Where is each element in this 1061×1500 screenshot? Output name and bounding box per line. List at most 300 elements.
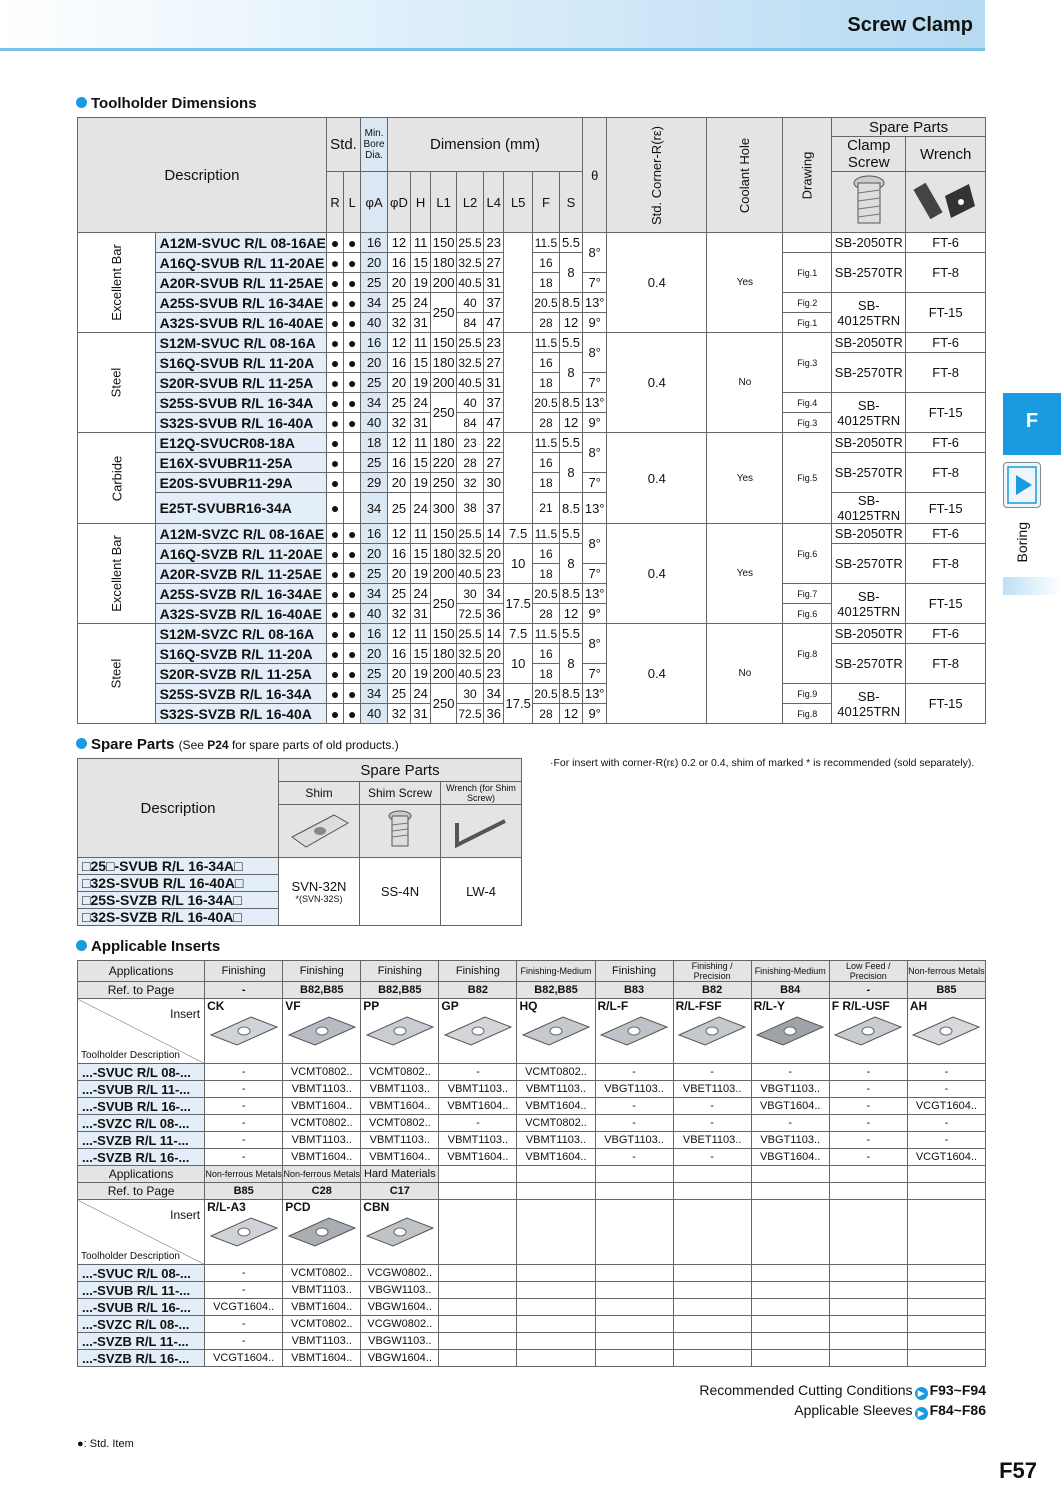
t1-row <box>78 544 986 564</box>
dim-d: 12 <box>388 233 411 253</box>
dim-s: 5.5 <box>559 524 582 544</box>
std-r: ● <box>326 393 343 413</box>
insert-code: R/L-A3 <box>207 1200 246 1214</box>
insert-image <box>283 1013 360 1052</box>
t3-insert-cell <box>517 999 595 1064</box>
dim-d: 12 <box>388 433 411 453</box>
t3-ref: B82,B85 <box>283 982 361 999</box>
t3-empty <box>829 1282 907 1299</box>
dim-l4: 34 <box>484 584 504 604</box>
t1-desc: A16Q-SVUB R/L 11-20AE <box>155 253 326 273</box>
side-label: Boring <box>1014 522 1030 563</box>
wrench: FT-15 <box>906 684 986 724</box>
t3-ref-label: Ref. to Page <box>78 1183 205 1200</box>
std-l: ● <box>344 233 361 253</box>
t3-value: VCGT1604.. <box>907 1098 985 1115</box>
t2-wrench-header: Wrench (for Shim Screw) <box>441 782 522 805</box>
t1-desc: E12Q-SVUCR08-18A <box>155 433 326 453</box>
t3-app: Hard Materials <box>361 1166 439 1183</box>
min-bore: 16 <box>361 624 388 644</box>
t3-empty <box>907 1316 985 1333</box>
t1-row <box>78 624 986 644</box>
dim-l4: 14 <box>484 624 504 644</box>
std-l: ● <box>344 313 361 333</box>
t1-col-header: L2 <box>457 172 484 233</box>
std-r: ● <box>326 293 343 313</box>
t3-row <box>78 1132 986 1149</box>
dim-d: 12 <box>388 524 411 544</box>
dim-d: 16 <box>388 644 411 664</box>
t3-ref: C28 <box>283 1183 361 1200</box>
corner-r: 0.4 <box>607 524 707 624</box>
t1-row <box>78 293 986 313</box>
t3-value: VBMT1103.. <box>361 1081 439 1098</box>
min-bore: 25 <box>361 664 388 684</box>
dim-d: 25 <box>388 393 411 413</box>
min-bore: 20 <box>361 353 388 373</box>
section-title-toolholder: Toolholder Dimensions <box>76 95 257 112</box>
dim-l4: 31 <box>484 273 504 293</box>
insert-icon <box>831 1013 905 1049</box>
dim-h: 15 <box>410 353 430 373</box>
t3-empty <box>673 1183 751 1200</box>
dim-l5: 10 <box>504 644 532 684</box>
dim-f: 16 <box>532 253 559 273</box>
dim-l2: 40.5 <box>457 564 484 584</box>
wrench: FT-15 <box>906 584 986 624</box>
t1-desc: A32S-SVUB R/L 16-40AE <box>155 313 326 333</box>
t1-row <box>78 493 986 524</box>
dim-s: 8 <box>559 353 582 393</box>
t3-value: VBGW1604.. <box>361 1350 439 1367</box>
t1-coolant-header: Coolant Hole <box>707 118 783 233</box>
dim-l4: 37 <box>484 393 504 413</box>
t3-value: VCMT0802.. <box>361 1115 439 1132</box>
t3-insert-cell <box>907 1200 985 1265</box>
insert-image <box>361 1214 438 1253</box>
dim-s: 5.5 <box>559 624 582 644</box>
std-l: ● <box>344 684 361 704</box>
dim-l1: 180 <box>431 433 457 453</box>
insert-icon <box>675 1013 749 1049</box>
dim-l2: 40.5 <box>457 664 484 684</box>
t3-app: Finishing <box>283 961 361 982</box>
t3-holder: ...-SVZC R/L 08-... <box>78 1316 205 1333</box>
theta: 13° <box>583 684 607 704</box>
t3-empty <box>829 1166 907 1183</box>
insert-image <box>830 1013 907 1052</box>
t2-row: □25□-SVUB R/L 16-34A□ <box>78 858 279 875</box>
std-l: ● <box>344 293 361 313</box>
t3-value: - <box>439 1115 517 1132</box>
dim-l5 <box>504 333 532 433</box>
dim-s: 8.5 <box>559 684 582 704</box>
std-l <box>344 453 361 473</box>
t3-empty <box>751 1166 829 1183</box>
t3-row <box>78 1098 986 1115</box>
t3-app-row <box>78 961 986 982</box>
dim-h: 24 <box>410 493 430 524</box>
recommended-conditions-link[interactable]: Recommended Cutting Conditions ▶ F93~F94 <box>699 1382 986 1398</box>
dim-l1: 180 <box>431 253 457 273</box>
dim-l1: 180 <box>431 353 457 373</box>
dim-l1: 150 <box>431 233 457 253</box>
std-l: ● <box>344 253 361 273</box>
t3-empty <box>595 1265 673 1282</box>
t3-insert-row <box>78 1200 986 1265</box>
insert-icon <box>909 1013 983 1049</box>
t3-insert-cell <box>907 999 985 1064</box>
t1-col-header: φA <box>361 172 388 233</box>
t3-ref: B82 <box>673 982 751 999</box>
section-tab-f[interactable]: F <box>1003 393 1061 455</box>
t3-value: - <box>829 1098 907 1115</box>
t3-app: Finishing <box>595 961 673 982</box>
std-l: ● <box>344 604 361 624</box>
t3-empty <box>907 1166 985 1183</box>
t3-insert-cell <box>751 1200 829 1265</box>
t3-empty <box>517 1183 595 1200</box>
dim-h: 31 <box>410 413 430 433</box>
dim-l5: 17.5 <box>504 684 532 724</box>
t3-app-label: Applications <box>78 1166 205 1183</box>
dim-f: 11.5 <box>532 524 559 544</box>
t3-row <box>78 1333 986 1350</box>
t3-app: Non-ferrous Metals <box>907 961 985 982</box>
dim-l4: 22 <box>484 433 504 453</box>
bullet-icon <box>76 97 87 108</box>
wrench: FT-6 <box>906 333 986 353</box>
dim-l1: 150 <box>431 524 457 544</box>
t3-ref: B82,B85 <box>517 982 595 999</box>
t2-wrench-cell: LW-4 <box>441 858 522 926</box>
std-l: ● <box>344 333 361 353</box>
dim-l5: 7.5 <box>504 624 532 644</box>
t3-empty <box>595 1183 673 1200</box>
theta: 8° <box>583 524 607 564</box>
insert-icon <box>519 1013 593 1049</box>
t1-col-header: L1 <box>431 172 457 233</box>
theta: 7° <box>583 564 607 584</box>
std-r: ● <box>326 253 343 273</box>
section-title-inserts: Applicable Inserts <box>76 938 220 955</box>
t1-dimension-header: Dimension (mm) <box>388 118 583 172</box>
dim-h: 24 <box>410 293 430 313</box>
wrench-image <box>906 172 986 233</box>
dim-f: 21 <box>532 493 559 524</box>
t3-row <box>78 1299 986 1316</box>
drawing: Fig.9 <box>783 684 832 704</box>
t3-insert-cell <box>361 1200 439 1265</box>
dim-d: 32 <box>388 704 411 724</box>
shim-icon <box>284 807 354 853</box>
t3-empty <box>751 1333 829 1350</box>
std-l: ● <box>344 584 361 604</box>
toolholder-table <box>77 117 986 724</box>
t1-desc: A16Q-SVZB R/L 11-20AE <box>155 544 326 564</box>
dim-f: 11.5 <box>532 233 559 253</box>
t3-ref: - <box>205 982 283 999</box>
t1-std-header: Std. <box>326 118 360 172</box>
clamp-screw: SB-2570TR <box>832 544 906 584</box>
t1-desc: S25S-SVUB R/L 16-34A <box>155 393 326 413</box>
dim-l2: 84 <box>457 313 484 333</box>
t3-empty <box>439 1183 517 1200</box>
std-r: ● <box>326 684 343 704</box>
clamp-screw: SB-2050TR <box>832 233 906 253</box>
t3-value: - <box>751 1115 829 1132</box>
t3-ref-label: Ref. to Page <box>78 982 205 999</box>
insert-code: VF <box>285 999 301 1013</box>
dim-l1: 200 <box>431 664 457 684</box>
dim-h: 19 <box>410 473 430 493</box>
std-l: ● <box>344 413 361 433</box>
std-l: ● <box>344 664 361 684</box>
std-r: ● <box>326 604 343 624</box>
t3-empty <box>439 1265 517 1282</box>
drawing: Fig.7 <box>783 584 832 604</box>
t3-value: VBMT1604.. <box>361 1149 439 1166</box>
t3-insert-cell <box>829 1200 907 1265</box>
t3-value: VBGT1103.. <box>751 1132 829 1149</box>
std-l: ● <box>344 353 361 373</box>
t2-shim-header: Shim <box>279 782 360 805</box>
applicable-sleeves-link[interactable]: Applicable Sleeves ▶ F84~F86 <box>794 1402 986 1418</box>
t1-theta-header: θ <box>583 118 607 233</box>
t1-corner-header: Std. Corner-R(rε) <box>607 118 707 233</box>
insert-code: CK <box>207 999 225 1013</box>
t3-insert-cell <box>205 1200 283 1265</box>
min-bore: 16 <box>361 233 388 253</box>
dim-s: 8 <box>559 644 582 684</box>
dim-d: 32 <box>388 604 411 624</box>
clamp-screw: SB-2570TR <box>832 353 906 393</box>
t3-value: - <box>205 1098 283 1115</box>
t3-ref: B85 <box>205 1183 283 1200</box>
dim-d: 16 <box>388 253 411 273</box>
corner-r: 0.4 <box>607 433 707 524</box>
std-r: ● <box>326 473 343 493</box>
std-r: ● <box>326 644 343 664</box>
t1-desc: A32S-SVZB R/L 16-40AE <box>155 604 326 624</box>
insert-code: AH <box>909 999 928 1013</box>
t3-ref: B85 <box>907 982 985 999</box>
t3-value: VBGT1604.. <box>751 1149 829 1166</box>
t3-insert-cell <box>439 999 517 1064</box>
t3-value: VCMT0802.. <box>361 1064 439 1081</box>
wrench: FT-8 <box>906 453 986 493</box>
t3-value: VCMT0802.. <box>283 1265 361 1282</box>
shim-image <box>279 805 360 858</box>
shim-note: ·For insert with corner-R(rε) 0.2 or 0.4, shim of marked * is recommended (sold separately). <box>550 757 975 769</box>
t3-empty <box>517 1316 595 1333</box>
t1-desc-header: Description <box>78 118 327 233</box>
t3-ref: B82,B85 <box>361 982 439 999</box>
dim-l2: 32.5 <box>457 644 484 664</box>
min-bore: 34 <box>361 493 388 524</box>
dim-l4: 30 <box>484 473 504 493</box>
t3-value: - <box>205 1333 283 1350</box>
t3-app: Non-ferrous Metals <box>283 1166 361 1183</box>
t3-value: VBMT1604.. <box>517 1098 595 1115</box>
t3-empty <box>595 1316 673 1333</box>
t3-holder: ...-SVUB R/L 11-... <box>78 1081 205 1098</box>
t3-value: - <box>673 1064 751 1081</box>
t3-value: VBMT1103.. <box>361 1132 439 1149</box>
std-r: ● <box>326 564 343 584</box>
t3-value: VCGT1604.. <box>907 1149 985 1166</box>
t3-empty <box>907 1299 985 1316</box>
clamp-screw-image <box>832 172 906 233</box>
dim-h: 19 <box>410 564 430 584</box>
drawing: Fig.3 <box>783 413 832 433</box>
t3-empty <box>595 1282 673 1299</box>
std-l: ● <box>344 704 361 724</box>
t1-row <box>78 433 986 453</box>
t3-value: VBGW1103.. <box>361 1333 439 1350</box>
std-r: ● <box>326 524 343 544</box>
dim-f: 20.5 <box>532 584 559 604</box>
wrench: FT-8 <box>906 353 986 393</box>
hex-wrench-icon <box>451 807 511 853</box>
insert-code: PCD <box>285 1200 311 1214</box>
dim-l2: 30 <box>457 684 484 704</box>
insert-code: CBN <box>363 1200 390 1214</box>
std-l <box>344 493 361 524</box>
group-label: Excellent Bar <box>78 233 156 333</box>
dim-h: 11 <box>410 333 430 353</box>
dim-s: 8.5 <box>559 293 582 313</box>
dim-l2: 32 <box>457 473 484 493</box>
dim-f: 28 <box>532 313 559 333</box>
t3-value: - <box>907 1115 985 1132</box>
t1-clamp-header: Clamp Screw <box>832 137 906 172</box>
dim-l2: 84 <box>457 413 484 433</box>
dim-f: 18 <box>532 373 559 393</box>
t3-row <box>78 1081 986 1098</box>
t3-empty <box>439 1350 517 1367</box>
dim-d: 16 <box>388 453 411 473</box>
insert-code: HQ <box>519 999 538 1013</box>
t3-value: VBMT1604.. <box>439 1149 517 1166</box>
dim-l4: 36 <box>484 604 504 624</box>
t3-ref: B83 <box>595 982 673 999</box>
t1-desc: E16X-SVUBR11-25A <box>155 453 326 473</box>
dim-s: 8.5 <box>559 493 582 524</box>
dim-h: 24 <box>410 584 430 604</box>
dim-l4: 47 <box>484 413 504 433</box>
t1-header-row <box>78 118 986 137</box>
t3-empty <box>907 1265 985 1282</box>
t1-col-header: L4 <box>484 172 504 233</box>
dim-f: 28 <box>532 604 559 624</box>
dim-l1: 250 <box>431 684 457 724</box>
std-r: ● <box>326 413 343 433</box>
dim-d: 16 <box>388 353 411 373</box>
t3-holder: ...-SVZB R/L 16-... <box>78 1149 205 1166</box>
std-r: ● <box>326 273 343 293</box>
t3-value: VBMT1103.. <box>283 1081 361 1098</box>
t3-empty <box>829 1316 907 1333</box>
t3-value: - <box>205 1115 283 1132</box>
legend: ●: Std. Item <box>77 1438 134 1450</box>
dim-l4: 27 <box>484 453 504 473</box>
drawing: Fig.8 <box>783 704 832 724</box>
dim-l2: 32.5 <box>457 353 484 373</box>
t3-app: Finishing-Medium <box>517 961 595 982</box>
t3-empty <box>751 1282 829 1299</box>
t3-value: - <box>439 1064 517 1081</box>
insert-icon <box>207 1013 281 1049</box>
std-l: ● <box>344 373 361 393</box>
t3-empty <box>907 1333 985 1350</box>
corner-r: 0.4 <box>607 624 707 724</box>
t3-ref: C17 <box>361 1183 439 1200</box>
dim-s: 8 <box>559 544 582 584</box>
std-l: ● <box>344 644 361 664</box>
wrench: FT-8 <box>906 644 986 684</box>
wrench: FT-6 <box>906 433 986 453</box>
std-r: ● <box>326 353 343 373</box>
t1-row <box>78 333 986 353</box>
dim-l5 <box>504 433 532 524</box>
min-bore: 20 <box>361 544 388 564</box>
t3-value: - <box>205 1282 283 1299</box>
t3-holder: ...-SVUB R/L 11-... <box>78 1282 205 1299</box>
t3-value: VBMT1604.. <box>517 1149 595 1166</box>
t3-value: - <box>829 1064 907 1081</box>
dim-l5 <box>504 233 532 333</box>
t3-value: VBET1103.. <box>673 1081 751 1098</box>
insert-icon <box>363 1214 437 1250</box>
t2-shim-cell: SVN-32N *(SVN-32S) <box>279 858 360 926</box>
dim-l4: 23 <box>484 664 504 684</box>
t1-row <box>78 453 986 473</box>
dim-f: 16 <box>532 644 559 664</box>
t3-holder: ...-SVUC R/L 08-... <box>78 1265 205 1282</box>
std-l: ● <box>344 624 361 644</box>
corner-r: 0.4 <box>607 333 707 433</box>
insert-icon <box>285 1013 359 1049</box>
dim-d: 20 <box>388 664 411 684</box>
clamp-screw: SB-2570TR <box>832 644 906 684</box>
theta: 9° <box>583 413 607 433</box>
dim-l4: 34 <box>484 684 504 704</box>
std-l <box>344 473 361 493</box>
t3-ref: B84 <box>751 982 829 999</box>
t1-desc: S32S-SVZB R/L 16-40A <box>155 704 326 724</box>
wrench: FT-6 <box>906 233 986 253</box>
t3-value: - <box>595 1098 673 1115</box>
min-bore: 34 <box>361 393 388 413</box>
min-bore: 40 <box>361 413 388 433</box>
t3-app: Finishing-Medium <box>751 961 829 982</box>
std-l: ● <box>344 544 361 564</box>
t3-holder: ...-SVZB R/L 11-... <box>78 1132 205 1149</box>
dim-h: 19 <box>410 273 430 293</box>
bullet-icon <box>76 940 87 951</box>
std-r: ● <box>326 373 343 393</box>
t3-diag-header: Insert Toolholder Description <box>78 1200 205 1265</box>
drawing: Fig.1 <box>783 253 832 293</box>
group-label: Steel <box>78 624 156 724</box>
t3-empty <box>751 1183 829 1200</box>
dim-l2: 23 <box>457 433 484 453</box>
t1-desc: A20R-SVUB R/L 11-25AE <box>155 273 326 293</box>
t1-row <box>78 644 986 664</box>
t1-desc: S16Q-SVUB R/L 11-20A <box>155 353 326 373</box>
dim-l2: 72.5 <box>457 604 484 624</box>
